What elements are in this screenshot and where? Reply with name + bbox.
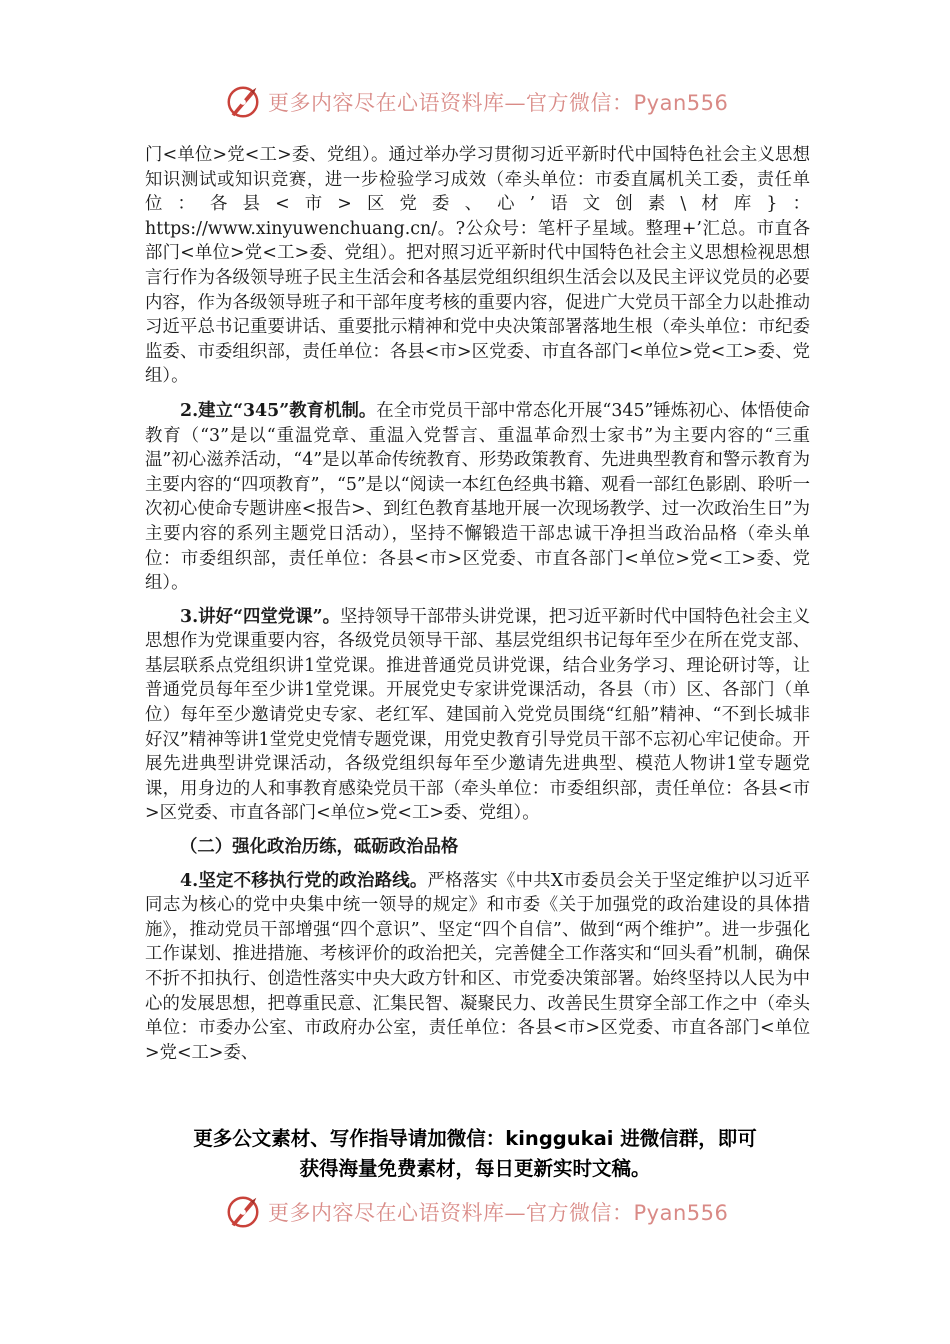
paragraph-1: 门<单位>党<工>委、党组）。通过举办学习贯彻习近平新时代中国特色社会主义思想知识测试或知识竞赛，进一步检验学习成效（牵头单位：市委直属机关工委，责任单位：各县<市>区党委、心’语文创素\材库}：https://www.xinyuwenchuang.cn/。?公众号：笔杆子星域。整理+’汇总。市直各部门<单位>党<工>委、党组）。把对照习近平新时代中国特色社会主义思想检视思想言行作为各级领导班子民主生活会和各基层党组织组织生活会以及民主评议党员的必要内容，作为各级领导班子和干部年度考核的重要内容，促进广大党员干部全力以赴推动习近平总书记重要讲话、重要批示精神和党中央决策部署落地生根（牵头单位：市纪委监委、市委组织部，责任单位：各县<市>区党委、市直各部门<单位>党<工>委、党组）。 [145,145,810,387]
banner-title: 更多内容尽在心语资料库—官方微信：Pyan556 [268,1201,729,1225]
paragraph-2 [145,399,810,596]
paragraph-4 [145,869,810,1066]
banner-wechat-id: Pyan556 [633,1201,729,1225]
paragraph-3 [145,605,810,826]
item-2-title: 2.建立“345”教育机制。 [180,400,377,421]
pen-nib-circle-icon [224,1193,262,1231]
item-2-text: 在全市党员干部中常态化开展“345”锤炼初心、体悟使命教育（“3”是以“重温党章、重温入党誓言、重温革命烈士家书”为主要内容的“三重温”初心滋养活动，“4”是以革命传统教育、形势政策教育、先进典型教育和警示教育为主要内容的“四项教育”，“5”是以“阅读一本红色经典书籍、观看一部红色影剧、聆听一次初心使命专题讲座<报告>、到红色教育基地开展一次现场教学、过一次政治生日”为主要内容的系列主题党日活动），坚持不懈锻造干部忠诚干净担当政治品格（牵头单位：市委组织部，责任单位：各县<市>区党委、市直各部门<单位>党<工>委、党组）。 [145,400,810,594]
promo-line-1: 更多公文素材、写作指导请加微信：kinggukai 进微信群，即可 [193,1127,757,1150]
promo-line-2: 获得海量免费素材，每日更新实时文稿。 [299,1157,651,1180]
item-3-text: 坚持领导干部带头讲党课，把习近平新时代中国特色社会主义思想作为党课重要内容，各级党员领导干部、基层党组织书记每年至少在所在党支部、基层联系点党组织讲1堂党课。推进普通党员讲党课，结合业务学习、理论研讨等，让普通党员每年至少讲1堂党课。开展党史专家讲党课活动，各县（市）区、各部门（单位）每年至少邀请党史专家、老红军、建国前入党党员围绕“红船”精神、“不到长城非好汉”精神等讲1堂党史党情专题党课，用党史教育引导党员干部不忘初心牢记使命。开展先进典型讲党课活动，各级党组织每年至少邀请先进典型、模范人物讲1堂专题党课，用身边的人和事教育感染党员干部（牵头单位：市委组织部，责任单位：各县<市>区党委、市直各部门<单位>党<工>委、党组）。 [145,606,810,824]
banner-title: 更多内容尽在心语资料库—官方微信：Pyan556 [268,91,729,115]
document-body [145,143,810,1074]
banner-wechat-id: Pyan556 [633,91,729,115]
section-heading: （二）强化政治历练，砥砺政治品格 [180,837,459,858]
header-banner [0,80,950,124]
item-3-title: 3.讲好“四堂党课”。 [180,606,341,627]
footer-banner [0,1190,950,1234]
item-4-text: 严格落实《中共X市委员会关于坚定维护以习近平同志为核心的党中央集中统一领导的规定》和市委《关于加强党的政治建设的具体措施》，推动党员干部增强“四个意识”、坚定“四个自信”、做到“两个维护”。进一步强化工作谋划、推进措施、考核评价的政治把关，完善健全工作落实和“回头看”机制，确保不折不扣执行、创造性落实中央大政方针和区、市党委决策部署。始终坚持以人民为中心的发展思想，把尊重民意、汇集民智、凝聚民力、改善民生贯穿全部工作之中（牵头单位：市委办公室、市政府办公室，责任单位：各县<市>区党委、市直各部门<单位>党<工>委、 [145,870,810,1063]
promo-notice [100,1124,850,1184]
pen-nib-circle-icon [224,83,262,121]
item-4-title: 4.坚定不移执行党的政治路线。 [180,870,428,891]
